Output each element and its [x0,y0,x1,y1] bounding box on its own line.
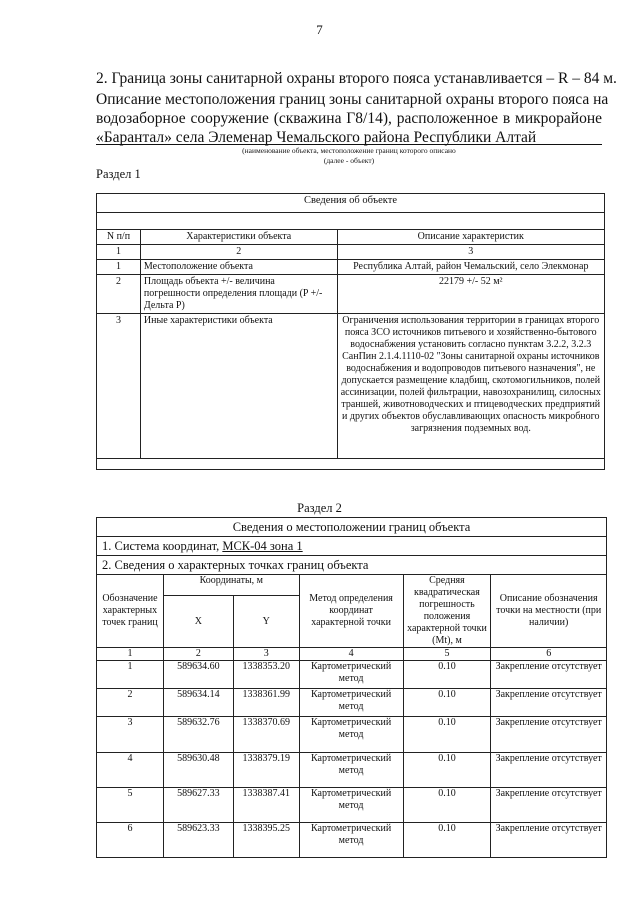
header-point: Обозначение характерных точек границ [97,575,164,648]
row-number: 3 [97,314,141,459]
coord-x: 589634.14 [163,689,233,717]
description-line-2: водозаборное сооружение (скважина Г8/14), расположенное в микрорайоне [96,110,602,127]
coord-y: 1338379.19 [233,753,299,788]
coord-y: 1338370.69 [233,717,299,753]
section2-title-row [97,518,607,537]
header-x: X [163,596,233,648]
table-header-row [97,575,607,596]
table-row [97,260,605,275]
method: Картометрический метод [299,753,403,788]
column-number: 6 [491,648,607,661]
table-row [97,717,607,753]
table-row [97,753,607,788]
fixing: Закрепление отсутствует [491,823,607,858]
row-number: 2 [97,275,141,314]
boundary-points-table [96,517,607,858]
coordinate-system-value: МСК-04 зона 1 [222,539,303,553]
table-header-row [97,230,605,245]
table-row [97,823,607,858]
header-method: Метод определения координат характерной точки [299,575,403,648]
page-number: 7 [316,22,323,37]
description-underline [96,144,602,145]
points-subtitle-row [97,556,607,575]
coord-x: 589627.33 [163,788,233,823]
header-n: N п/п [97,230,141,245]
fixing: Закрепление отсутствует [491,689,607,717]
method: Картометрический метод [299,823,403,858]
description-line-3: «Барантал» села Элеменар Чемальского района Республики Алтай [96,129,537,146]
coord-x: 589630.48 [163,753,233,788]
section1-title: Сведения об объекте [304,195,397,206]
column-number: 1 [97,648,164,661]
point-id: 6 [97,823,164,858]
mean-error: 0.10 [403,717,491,753]
coord-x: 589634.60 [163,661,233,689]
coord-y: 1338395.25 [233,823,299,858]
column-number: 2 [140,245,337,260]
column-number: 5 [403,648,491,661]
zone-heading: 2. Граница зоны санитарной охраны второго пояса устанавливается – R – 84 м. [96,70,617,87]
table-row [97,661,607,689]
header-coordinates: Координаты, м [163,575,299,596]
header-fixing: Описание обозначения точки на местности (при наличии) [491,575,607,648]
section2-title: Сведения о местоположении границ объекта [97,518,607,537]
description-line-1: Описание местоположения границ зоны санитарной охраны второго пояса на [96,91,609,108]
column-number: 3 [233,648,299,661]
column-number: 3 [337,245,604,260]
object-description [96,90,609,147]
table-row [97,788,607,823]
row-value: Республика Алтай, район Чемальский, село Элекмонар [337,260,604,275]
method: Картометрический метод [299,788,403,823]
method: Картометрический метод [299,689,403,717]
row-name: Площадь объекта +/- величина погрешности определения площади (P +/- Дельта P) [140,275,337,314]
row-value: 22179 +/- 52 м² [337,275,604,314]
column-number: 2 [163,648,233,661]
column-number-row [97,648,607,661]
caption-line-1: (наименование объекта, местоположение границ которого описано [242,146,456,155]
caption-line-2: (далее - объект) [323,156,375,165]
point-id: 2 [97,689,164,717]
method: Картометрический метод [299,661,403,689]
point-id: 3 [97,717,164,753]
coord-y: 1338387.41 [233,788,299,823]
column-number: 4 [299,648,403,661]
mean-error: 0.10 [403,661,491,689]
fixing: Закрепление отсутствует [491,788,607,823]
column-number-row [97,245,605,260]
coord-y: 1338361.99 [233,689,299,717]
header-error: Средняя квадратическая погрешность положения характерной точки (Mt), м [403,575,491,648]
points-subtitle: 2. Сведения о характерных точках границ объекта [97,556,607,575]
mean-error: 0.10 [403,753,491,788]
mean-error: 0.10 [403,823,491,858]
point-id: 1 [97,661,164,689]
column-number: 1 [97,245,141,260]
header-description: Описание характеристик [337,230,604,245]
coord-y: 1338353.20 [233,661,299,689]
point-id: 5 [97,788,164,823]
section1-title-divider [96,212,605,213]
row-number: 1 [97,260,141,275]
row-value: Ограничения использования территории в границах второго пояса ЗСО источников питьевого и хозяйственно-бытового водоснабжения установить согласно пунктам 3.2.2, 3.2.3 СанПин 2.1.4.1110-02 "Зоны санитарной охраны источников водоснабжения и водопроводов питьевого назначения", не допускается размещение кладбищ, скотомогильников, полей ассинизации, полей фильтрации, навозохранилищ, силосных траншей, животноводческих и птицеводческих предприятий и других объектов обуславливающих опасность микробного загрязнения подземных вод. [337,314,604,459]
mean-error: 0.10 [403,689,491,717]
coordinate-system [97,537,607,556]
table-row [97,314,605,459]
mean-error: 0.10 [403,788,491,823]
row-name: Местоположение объекта [140,260,337,275]
section2-label: Раздел 2 [297,501,342,515]
row-name: Иные характеристики объекта [140,314,337,459]
fixing: Закрепление отсутствует [491,717,607,753]
coord-x: 589623.33 [163,823,233,858]
header-y: Y [233,596,299,648]
fixing: Закрепление отсутствует [491,661,607,689]
point-id: 4 [97,753,164,788]
coord-x: 589632.76 [163,717,233,753]
coordinate-system-prefix: 1. Система координат, [102,539,223,553]
coordinate-system-row [97,537,607,556]
fixing: Закрепление отсутствует [491,753,607,788]
method: Картометрический метод [299,717,403,753]
table-row [97,275,605,314]
section1-label: Раздел 1 [96,167,141,181]
table-row [97,689,607,717]
header-characteristic: Характеристики объекта [140,230,337,245]
object-info-table [96,229,605,459]
